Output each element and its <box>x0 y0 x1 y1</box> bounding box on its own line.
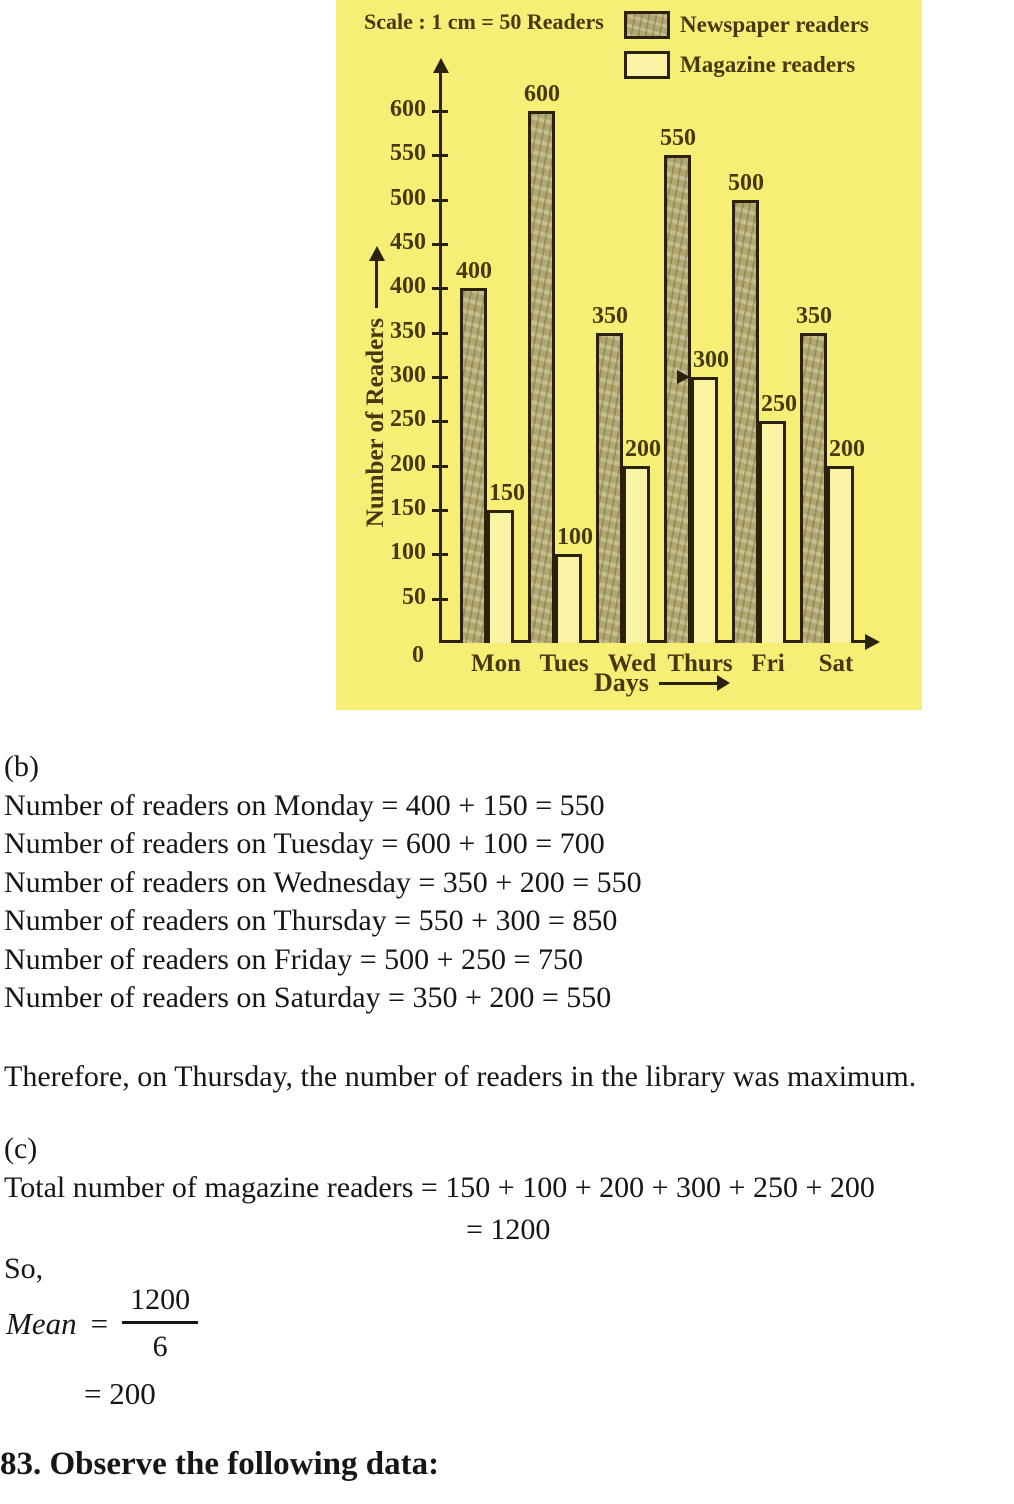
y-tick-label: 250 <box>390 406 426 432</box>
magazine-bar-thurs <box>691 377 718 643</box>
y-tick-label: 300 <box>390 362 426 388</box>
fraction <box>122 1283 198 1364</box>
so-label: So, <box>4 1251 44 1285</box>
conclusion-text: Therefore, on Thursday, the number of readers in the library was maximum. <box>4 1060 917 1093</box>
mean-row <box>6 1283 198 1364</box>
magazine-bar-tues <box>555 554 582 643</box>
magazine-value-label: 200 <box>625 436 661 462</box>
mean-word: Mean <box>6 1305 77 1341</box>
bar-chart-panel <box>336 0 922 710</box>
legend-label: Magazine readers <box>680 52 856 77</box>
chart-legend <box>624 8 869 88</box>
part-b-line: Number of readers on Wednesday = 350 + 200 = 550 <box>4 865 642 899</box>
y-tick <box>432 154 448 157</box>
y-tick-label: 50 <box>402 584 426 610</box>
newspaper-value-label: 550 <box>660 125 696 151</box>
annotation-marker-icon <box>677 370 690 384</box>
day-label-mon: Mon <box>471 650 521 677</box>
y-tick <box>432 243 448 246</box>
newspaper-bar-tues <box>528 111 555 643</box>
x-axis-arrow-icon <box>865 634 880 650</box>
y-axis-title: Number of Readers <box>362 318 389 528</box>
y-tick-label: 400 <box>390 273 426 299</box>
y-tick <box>432 598 448 601</box>
fraction-numerator: 1200 <box>130 1283 191 1316</box>
part-b-lines <box>4 787 1012 1018</box>
equals-sign: = <box>90 1305 109 1341</box>
magazine-value-label: 200 <box>829 436 865 462</box>
part-b-line: Number of readers on Tuesday = 600 + 100 = 700 <box>4 827 605 860</box>
part-b-line: Number of readers on Monday = 400 + 150 = 550 <box>4 788 605 822</box>
y-tick <box>432 465 448 468</box>
y-tick <box>432 287 448 290</box>
magazine-value-label: 250 <box>761 391 797 417</box>
y-tick-label: 150 <box>390 495 426 521</box>
day-label-tues: Tues <box>539 650 589 677</box>
y-tick <box>432 199 448 202</box>
magazine-bar-mon <box>487 510 514 643</box>
y-tick-label: 200 <box>390 451 426 477</box>
newspaper-value-label: 400 <box>456 258 492 284</box>
day-label-thurs: Thurs <box>667 650 733 677</box>
magazine-value-label: 100 <box>557 524 593 550</box>
mean-equation <box>6 1283 198 1412</box>
y-tick-label: 100 <box>390 539 426 565</box>
legend-label: Newspaper readers <box>680 12 869 37</box>
y-tick-label: 500 <box>390 185 426 211</box>
origin-tick-label: 0 <box>412 642 424 668</box>
part-b-label: (b) <box>4 750 39 783</box>
newspaper-value-label: 350 <box>592 303 628 329</box>
x-axis-title: Days <box>594 668 649 697</box>
y-tick-label: 550 <box>390 140 426 166</box>
day-label-wed: Wed <box>607 650 657 677</box>
newspaper-swatch-icon <box>624 11 670 39</box>
newspaper-bar-fri <box>732 200 759 643</box>
part-b-section <box>4 748 1012 1018</box>
y-tick <box>432 376 448 379</box>
day-label-sat: Sat <box>818 650 854 677</box>
day-label-fri: Fri <box>751 650 785 677</box>
legend-item-newspaper <box>624 8 869 42</box>
legend-item-magazine <box>624 48 869 82</box>
part-b-line: Number of readers on Thursday = 550 + 300 = 850 <box>4 904 618 937</box>
newspaper-bar-mon <box>460 288 487 643</box>
total-line: Total number of magazine readers = 150 + 100 + 200 + 300 + 250 + 200 <box>4 1170 875 1204</box>
next-question-heading: 83. Observe the following data: <box>0 1446 440 1482</box>
newspaper-bar-sat <box>800 333 827 643</box>
magazine-bar-wed <box>623 466 650 643</box>
chart-scale-label: Scale : 1 cm = 50 Readers <box>364 9 604 34</box>
newspaper-value-label: 500 <box>728 170 764 196</box>
newspaper-bar-wed <box>596 333 623 643</box>
newspaper-value-label: 350 <box>796 303 832 329</box>
newspaper-value-label: 600 <box>524 81 560 107</box>
magazine-bar-sat <box>827 466 854 643</box>
magazine-value-label: 300 <box>693 347 729 373</box>
right-arrow-icon <box>659 682 717 685</box>
y-tick-label: 350 <box>390 318 426 344</box>
y-tick-label: 600 <box>390 96 426 122</box>
y-tick <box>432 110 448 113</box>
part-c-label: (c) <box>4 1132 38 1165</box>
y-tick <box>432 332 448 335</box>
magazine-bar-fri <box>759 421 786 643</box>
part-c-section <box>4 1130 1012 1288</box>
y-tick-label: 450 <box>390 229 426 255</box>
y-tick <box>432 420 448 423</box>
y-tick <box>432 553 448 556</box>
magazine-value-label: 150 <box>489 480 525 506</box>
mean-result: = 200 <box>84 1376 156 1411</box>
newspaper-bar-thurs <box>664 155 691 643</box>
magazine-swatch-icon <box>624 51 670 79</box>
fraction-denominator: 6 <box>152 1330 168 1363</box>
part-b-line: Number of readers on Saturday = 350 + 200 = 550 <box>4 981 612 1014</box>
y-axis <box>439 72 442 643</box>
total-result: = 1200 <box>466 1213 551 1246</box>
y-axis-arrow-icon <box>433 58 449 73</box>
y-tick <box>432 509 448 512</box>
part-b-line: Number of readers on Friday = 500 + 250 = 750 <box>4 942 583 976</box>
